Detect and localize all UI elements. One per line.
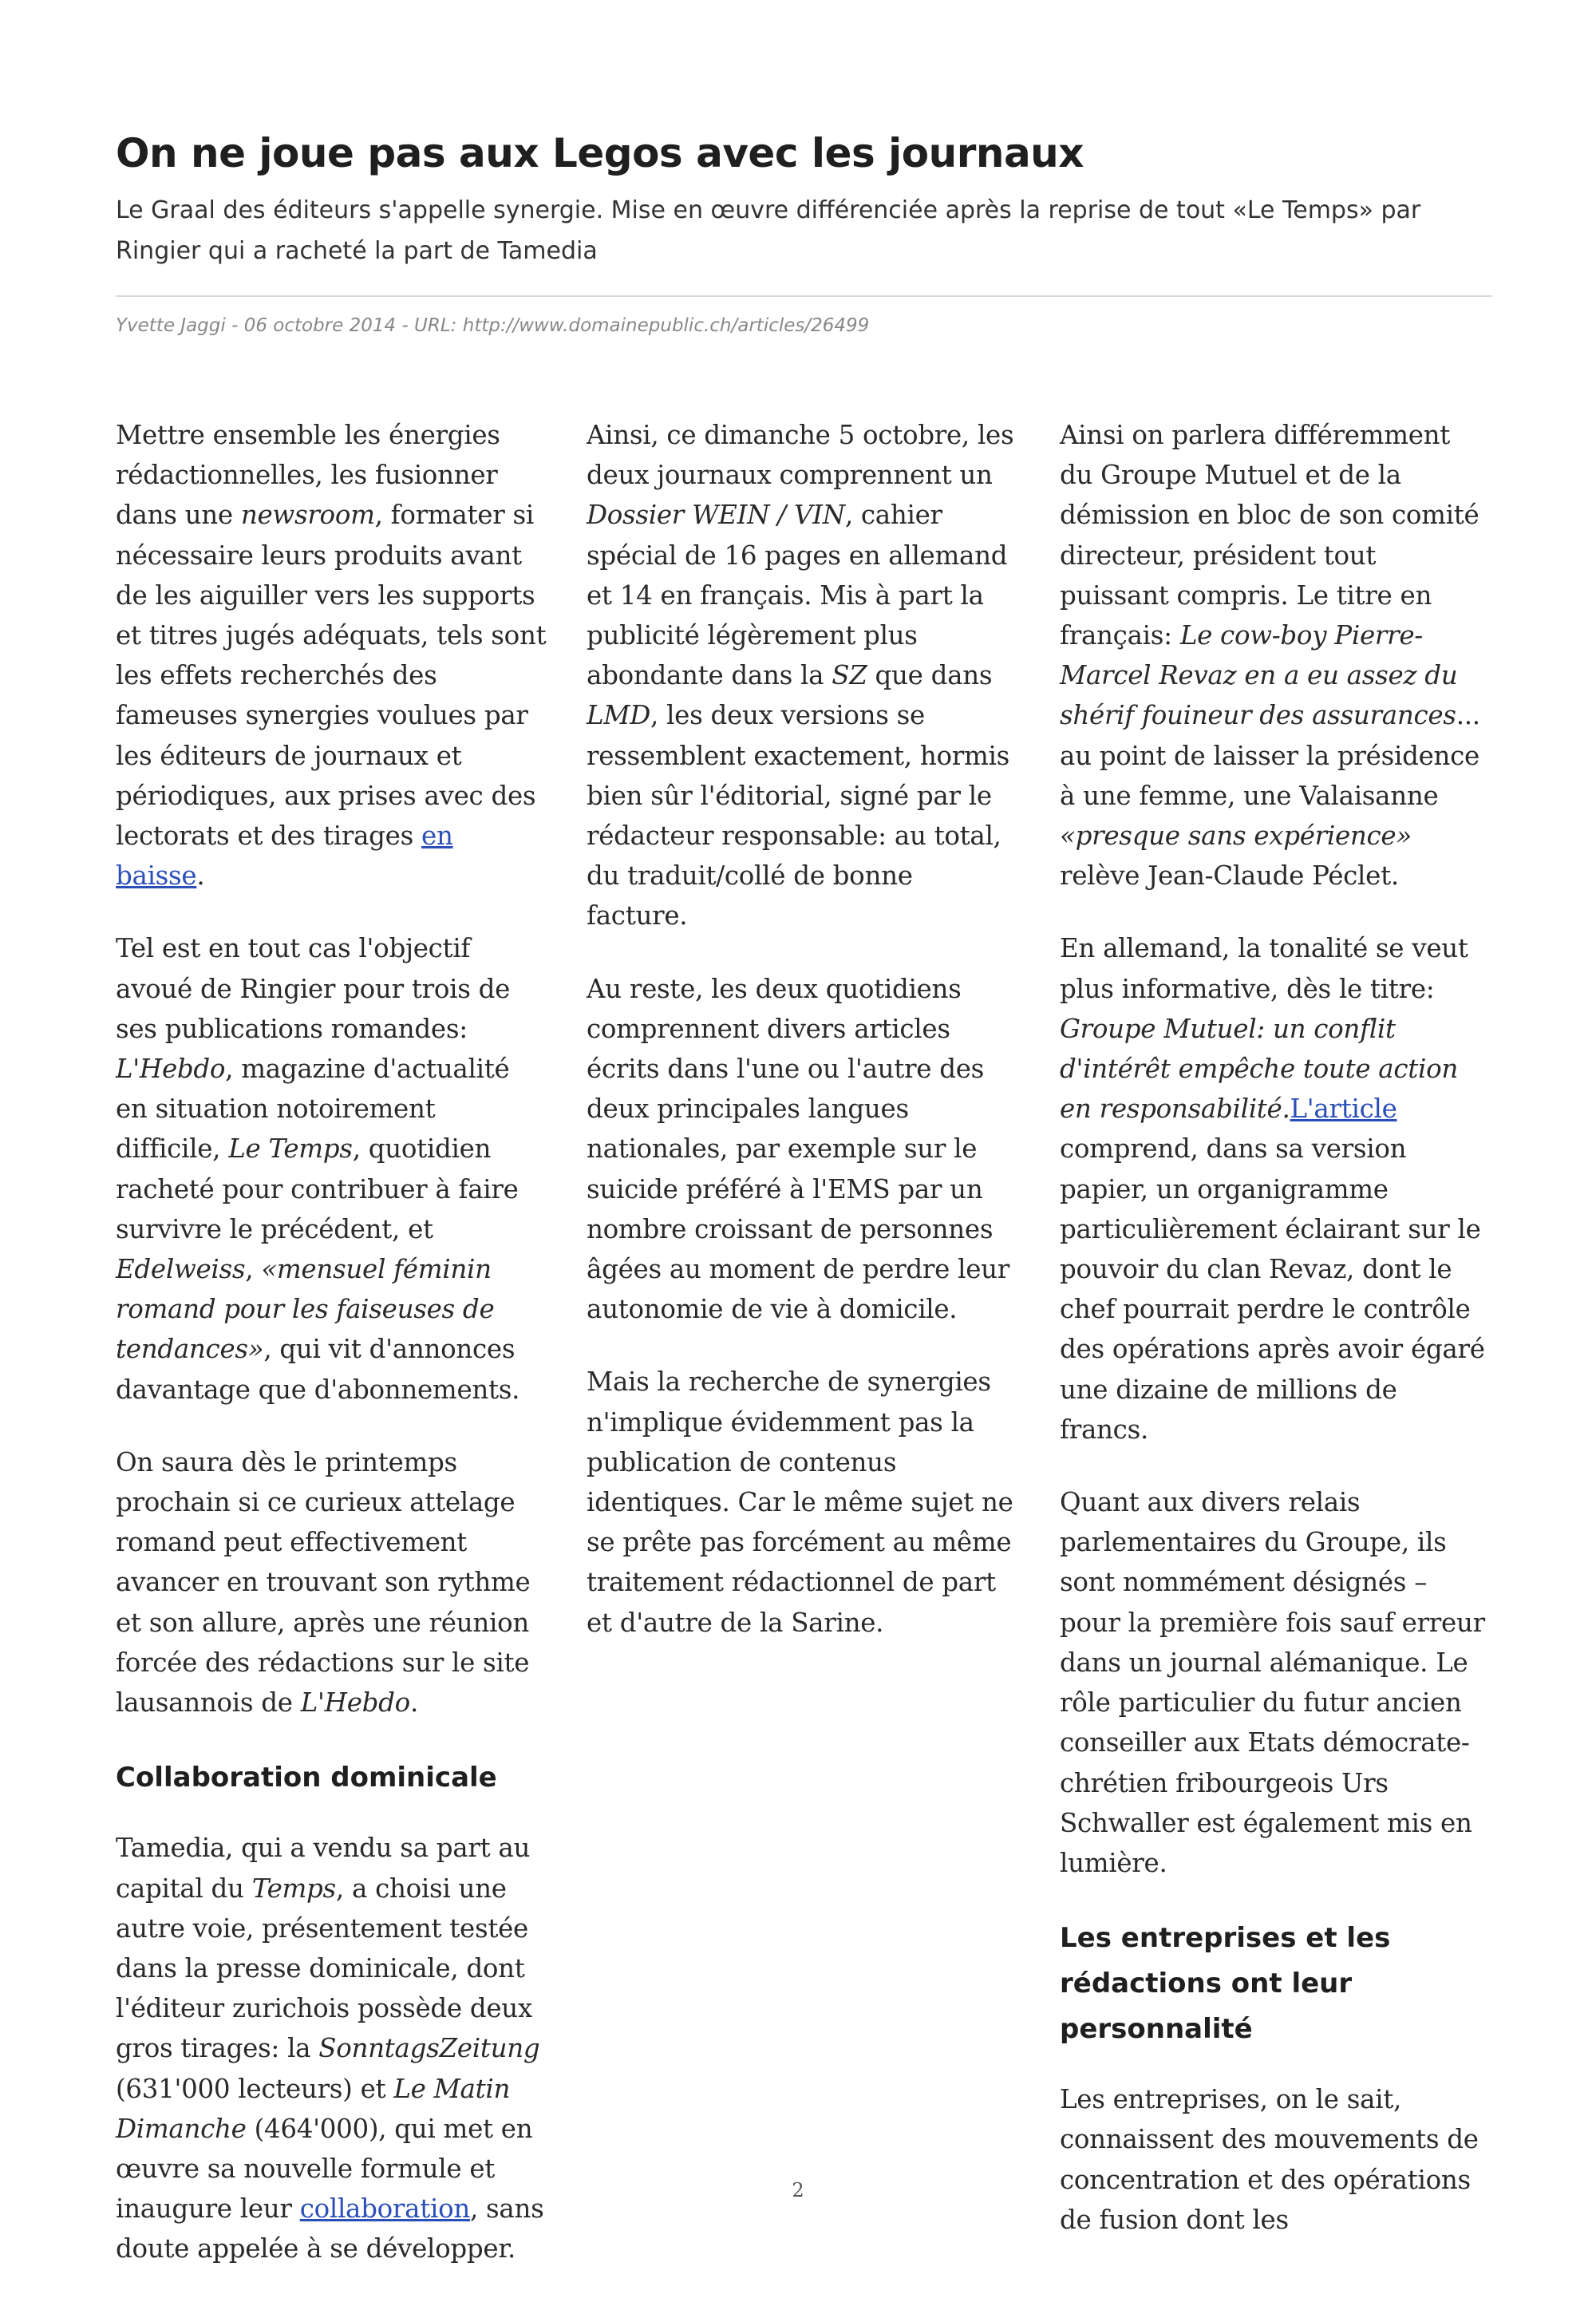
column-2 — [587, 415, 1017, 1675]
section-heading: Collaboration dominicale — [116, 1762, 497, 1794]
page-number: 2 — [792, 2179, 804, 2201]
paragraph: Quant aux divers relais parlementaires du Groupe, ils sont nommément désignés – pour la première fois sauf erreur dans un journal alémanique. Le rôle particulier du futur ancien conseiller aux Etats démocrate-chrétien fribourgeois Urs Schwaller est également mis en lumière. — [1060, 1487, 1485, 1878]
paragraph: On saura dès le printemps prochain si ce curieux attelage romand peut effectivement avancer en trouvant son rythme et son allure, après une réunion forcée des rédactions sur le site lausannois de L'Hebdo. — [116, 1446, 531, 1719]
section-heading: Les entreprises et les rédactions ont leur personnalité — [1060, 1922, 1391, 2046]
column-1 — [116, 415, 547, 2302]
paragraph: En allemand, la tonalité se veut plus informative, dès le titre: Groupe Mutuel: un conflit d'intérêt empêche toute action en responsabilité.L'article comprend, dans sa version papier, un organigramme particulièrement éclairant sur le pouvoir du clan Revaz, dont le chef pourrait perdre le contrôle des opérations après avoir égaré une dizaine de millions de francs. — [1060, 933, 1485, 1445]
paragraph: Au reste, les deux quotidiens comprennent divers articles écrits dans l'une ou l'autre des deux principales langues nationales, par exemple sur le suicide préféré à l'EMS par un nombre croissant de personnes âgées au moment de perdre leur autonomie de vie à domicile. — [587, 973, 1009, 1325]
link-collaboration[interactable]: collaboration — [299, 2193, 470, 2225]
article-byline: Yvette Jaggi - 06 octobre 2014 - URL: http://www.domainepublic.ch/articles/26499 — [116, 315, 870, 336]
paragraph: Mais la recherche de synergies n'implique évidemment pas la publication de contenus identiques. Car le même sujet ne se prête pas forcément au même traitement rédactionnel de part et d'autre de la Sarine. — [587, 1367, 1013, 1638]
article-header — [116, 128, 1492, 342]
paragraph: Les entreprises, on le sait, connaissent des mouvements de concentration et des opérations de fusion dont les — [1060, 2084, 1479, 2235]
article-title: On ne joue pas aux Legos avec les journaux — [116, 130, 1084, 176]
column-3 — [1060, 415, 1491, 2272]
link-larticle[interactable]: L'article — [1290, 1094, 1397, 1125]
article-subtitle: Le Graal des éditeurs s'appelle synergie. Mise en œuvre différenciée après la reprise de tout «Le Temps» par Ringier qui a racheté la part de Tamedia — [116, 196, 1421, 265]
paragraph: Ainsi on parlera différemment du Groupe Mutuel et de la démission en bloc de son comité directeur, président tout puissant compris. Le titre en français: Le cow-boy Pierre-Marcel Revaz en a eu assez du shérif fouineur des assurances... au point de laisser la présidence à une femme, une Valaisanne «presque sans expérience» relève Jean-Claude Péclet. — [1060, 420, 1480, 892]
paragraph: Ainsi, ce dimanche 5 octobre, les deux journaux comprennent un Dossier WEIN / VIN, cahier spécial de 16 pages en allemand et 14 en français. Mis à part la publicité légèrement plus abondante dans la SZ que dans LMD, les deux versions se ressemblent exactement, hormis bien sûr l'éditorial, signé par le rédacteur responsable: au total, du traduit/collé de bonne facture. — [587, 420, 1014, 931]
paragraph: Mettre ensemble les énergies rédactionnelles, les fusionner dans une newsroom, formater si nécessaire leurs produits avant de les aiguiller vers les supports et titres jugés adéquats, tels sont les effets recherchés des fameuses synergies voulues par les éditeurs de journaux et périodiques, aux prises avec des lectorats et des tirages en baisse. — [116, 420, 547, 892]
header-divider — [116, 295, 1492, 297]
link-en-baisse[interactable]: en baisse — [116, 821, 453, 892]
paragraph: Tamedia, qui a vendu sa part au capital du Temps, a choisi une autre voie, présentement testée dans la presse dominicale, dont l'éditeur zurichois possède deux gros tirages: la SonntagsZeitung (631'000 lecteurs) et Le Matin Dimanche (464'000), qui met en œuvre sa nouvelle formule et inaugure leur collaboration, sans doute appelée à se développer. — [116, 1833, 544, 2264]
paragraph: Tel est en tout cas l'objectif avoué de Ringier pour trois de ses publications romandes: L'Hebdo, magazine d'actualité en situation notoirement difficile, Le Temps, quotidien racheté pour contribuer à faire survivre le précédent, et Edelweiss, «mensuel féminin romand pour les faiseuses de tendances», qui vit d'annonces davantage que d'abonnements. — [116, 933, 520, 1405]
